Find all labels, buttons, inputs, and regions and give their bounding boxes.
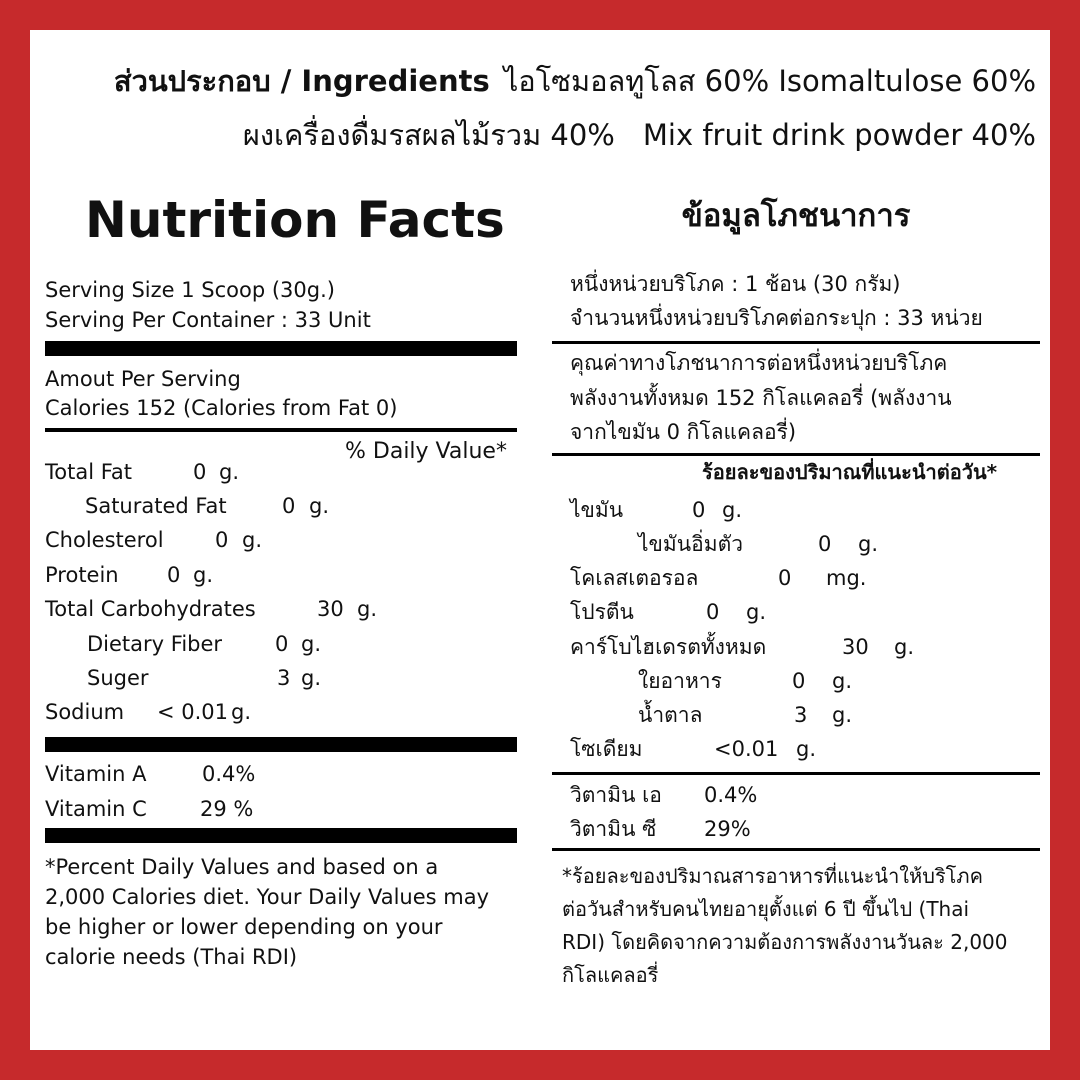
thick-divider	[45, 828, 517, 843]
thai-nutrient-name-total-carbohydrates: คาร์โบไฮเดรตทั้งหมด	[570, 635, 767, 659]
ingredients-line-1	[114, 54, 1036, 108]
divider	[45, 428, 517, 432]
thai-nutrient-amount-saturated-fat: 0	[818, 532, 832, 556]
nutrient-unit-total-fat: g.	[219, 460, 240, 484]
thai-serving-per-container: จำนวนหนึ่งหน่วยบริโภคต่อกระปุก : 33 หน่วย	[570, 306, 983, 330]
thai-vitamin-value-a: 0.4%	[704, 783, 758, 807]
thai-nutrient-name-sodium: โซเดียม	[570, 737, 643, 761]
thai-nutrient-unit-fat: g.	[722, 498, 743, 522]
nutrient-amount-cholesterol: 0	[215, 528, 229, 552]
nutrient-name-total-carbohydrates: Total Carbohydrates	[45, 597, 256, 621]
thai-nutrient-name-fat: ไขมัน	[570, 498, 624, 522]
nutrient-name-cholesterol: Cholesterol	[45, 528, 164, 552]
thai-nutrition-title: ข้อมูลโภชนาการ	[681, 198, 911, 234]
nutrient-unit-cholesterol: g.	[242, 528, 263, 552]
ingredients-block	[114, 54, 1036, 162]
nutrient-unit-protein: g.	[193, 563, 214, 587]
nutrient-unit-dietary-fiber: g.	[301, 632, 322, 656]
nutrition-facts-title: Nutrition Facts	[85, 191, 505, 249]
thai-energy-line-2: จากไขมัน 0 กิโลแคลอรี่)	[570, 420, 797, 444]
ingredients-label: ส่วนประกอบ / Ingredients	[113, 64, 490, 98]
nutrient-unit-sodium: g.	[231, 700, 252, 724]
thai-vitamin-value-c: 29%	[704, 817, 751, 841]
nutrient-name-dietary-fiber: Dietary Fiber	[87, 632, 223, 656]
thai-footnote-line: กิโลแคลอรี่	[562, 963, 659, 987]
footnote-line: 2,000 Calories diet. Your Daily Values may	[45, 885, 490, 909]
footnote-line: calorie needs (Thai RDI)	[45, 945, 298, 969]
nutrient-name-sodium: Sodium	[45, 700, 125, 724]
nutrient-amount-protein: 0	[167, 563, 181, 587]
thai-nutrient-name-dietary-fiber: ใยอาหาร	[638, 669, 722, 693]
vitamin-value-c: 29 %	[200, 797, 254, 821]
ingredient-fruit-powder-en: Mix fruit drink powder 40%	[642, 118, 1036, 152]
vitamin-name-c: Vitamin C	[45, 797, 147, 821]
ingredient-fruit-powder-th: ผงเครื่องดื่มรสผลไม้รวม 40%	[242, 118, 615, 152]
thai-vitamin-name-a: วิตามิน เอ	[570, 783, 662, 807]
nutrient-name-sugar: Suger	[87, 666, 149, 690]
thai-nutrient-amount-total-carbohydrates: 30	[842, 635, 869, 659]
thai-serving-size: หนึ่งหน่วยบริโภค : 1 ช้อน (30 กรัม)	[570, 272, 901, 296]
thai-footnote-line: *ร้อยละของปริมาณสารอาหารที่แนะนำให้บริโภค	[562, 864, 983, 888]
thai-nutrient-unit-sugar: g.	[832, 703, 853, 727]
thai-nutrient-unit-total-carbohydrates: g.	[894, 635, 915, 659]
thai-nutrient-unit-protein: g.	[746, 600, 767, 624]
thai-footnote-line: ต่อวันสำหรับคนไทยอายุตั้งแต่ 6 ปี ขึ้นไป (Thai	[562, 897, 970, 921]
footnote-line: *Percent Daily Values and based on a	[45, 855, 439, 879]
thai-nutrient-unit-dietary-fiber: g.	[832, 669, 853, 693]
thai-nutrient-amount-dietary-fiber: 0	[792, 669, 806, 693]
thai-nutrient-unit-cholesterol: mg.	[826, 566, 867, 590]
thai-energy-line-1: พลังงานทั้งหมด 152 กิโลแคลอรี่ (พลังงาน	[570, 386, 952, 410]
ingredient-isomaltulose: ไอโซมอลทูโลส 60% Isomaltulose 60%	[503, 64, 1036, 98]
thick-divider	[45, 737, 517, 752]
divider	[552, 848, 1040, 851]
serving-per-container: Serving Per Container : 33 Unit	[45, 308, 371, 332]
ingredients-line-2	[114, 108, 1036, 162]
thai-nutrient-amount-protein: 0	[706, 600, 720, 624]
vitamin-name-a: Vitamin A	[45, 762, 147, 786]
nutrient-amount-total-carbohydrates: 30	[317, 597, 344, 621]
nutrient-unit-saturated-fat: g.	[309, 494, 330, 518]
thai-nutrient-amount-cholesterol: 0	[778, 566, 792, 590]
divider	[552, 772, 1040, 775]
serving-size: Serving Size 1 Scoop (30g.)	[45, 278, 335, 302]
thick-divider	[45, 341, 517, 356]
nutrient-amount-total-fat: 0	[193, 460, 207, 484]
divider	[552, 453, 1040, 456]
daily-value-header: % Daily Value*	[345, 439, 507, 464]
vitamin-value-a: 0.4%	[202, 762, 256, 786]
thai-vitamin-name-c: วิตามิน ซี	[570, 817, 657, 841]
nutrient-amount-dietary-fiber: 0	[275, 632, 289, 656]
footnote-line: be higher or lower depending on your	[45, 915, 443, 939]
label-panel	[30, 30, 1050, 1050]
thai-nutrient-amount-sodium: <0.01	[714, 737, 779, 761]
nutrient-name-total-fat: Total Fat	[45, 460, 132, 484]
nutrient-name-protein: Protein	[45, 563, 119, 587]
nutrient-amount-sugar: 3	[277, 666, 291, 690]
thai-nutrient-amount-sugar: 3	[794, 703, 808, 727]
thai-nutrient-name-protein: โปรตีน	[570, 600, 634, 624]
nutrient-name-saturated-fat: Saturated Fat	[85, 494, 227, 518]
nutrient-unit-sugar: g.	[301, 666, 322, 690]
thai-nutrient-name-saturated-fat: ไขมันอิ่มตัว	[638, 532, 743, 556]
nutrient-amount-saturated-fat: 0	[282, 494, 296, 518]
nutrient-unit-total-carbohydrates: g.	[357, 597, 378, 621]
amount-per-serving: Amout Per Serving	[45, 367, 241, 391]
thai-nutrient-unit-saturated-fat: g.	[858, 532, 879, 556]
thai-nutrient-name-cholesterol: โคเลสเตอรอล	[570, 566, 699, 590]
calories-line: Calories 152 (Calories from Fat 0)	[45, 396, 398, 420]
thai-nutrient-amount-fat: 0	[692, 498, 706, 522]
thai-footnote-line: RDI) โดยคิดจากความต้องการพลังงานวันละ 2,000	[562, 930, 1008, 954]
thai-daily-value-header: ร้อยละของปริมาณที่แนะนำต่อวัน*	[702, 460, 998, 484]
thai-nutrient-unit-sodium: g.	[796, 737, 817, 761]
thai-value-per-serving: คุณค่าทางโภชนาการต่อหนึ่งหน่วยบริโภค	[570, 351, 948, 375]
divider	[552, 341, 1040, 344]
nutrient-amount-sodium: < 0.01	[157, 700, 229, 724]
thai-nutrient-name-sugar: น้ำตาล	[638, 703, 703, 727]
